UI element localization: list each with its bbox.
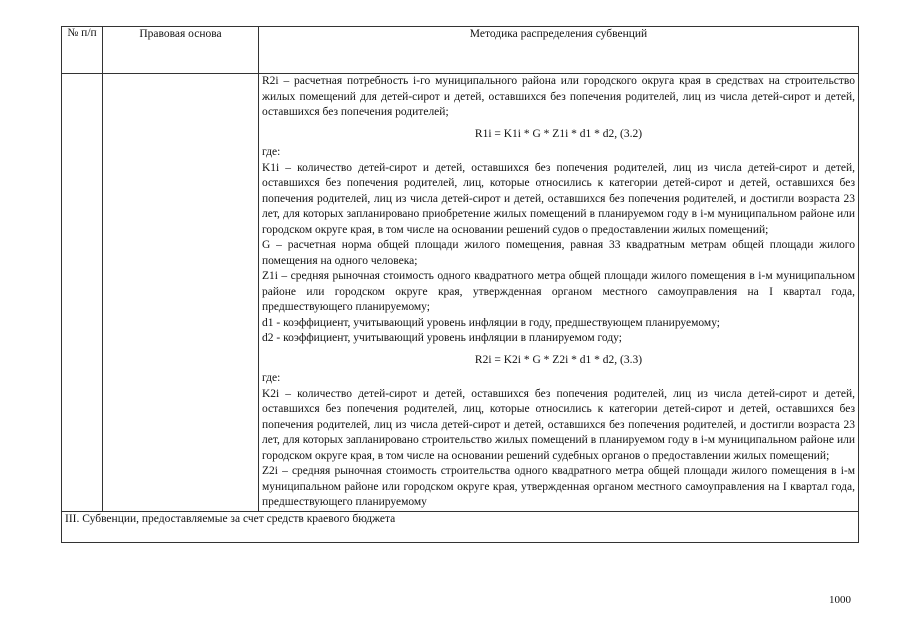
formula-3-2: R1i = K1i * G * Z1i * d1 * d2, (3.2) bbox=[474, 127, 643, 140]
row-legal-basis-cell bbox=[103, 74, 259, 512]
row-number-cell bbox=[62, 74, 103, 512]
definition-g: G – расчетная норма общей площади жилого помещения, равная 33 квадратным метрам общей площади жилого помещения на одного человека; bbox=[262, 239, 855, 267]
header-method: Методика распределения субвенций bbox=[259, 27, 859, 74]
table-row bbox=[62, 74, 859, 512]
definition-z1i: Z1i – средняя рыночная стоимость одного квадратного метра общей площади жилого помещения в i-м муниципальном районе или городском округе края, утвержденная органом местного самоуправления на I квартал года, предшествующего планируемому; bbox=[262, 270, 855, 313]
definition-k2i: K2i – количество детей-сирот и детей, оставшихся без попечения родителей, лиц из числа детей-сирот и детей, оставшихся без попечения родителей, лиц, которые относились к категории детей-сирот и детей, оставшихся без попечения родителей, лиц из числа детей-сирот и детей, оставшихся без попечения родителей, и достигли возраста 23 лет, для которых запланировано строительство жилых помещений в планируемом году в i-м муниципальном районе или городском округе края, в том числе на основании решений судебных органов о предоставлении жилых помещений; bbox=[262, 387, 855, 462]
page-number: 1000 bbox=[829, 594, 851, 606]
where-label: где: bbox=[262, 146, 281, 158]
definition-r2i: R2i – расчетная потребность i-го муниципального района или городского округа края в средствах на строительство жилых помещений для детей-сирот и детей, оставшихся без попечения родителей, лиц из числа детей-сирот и детей, оставшихся без попечения родителей; bbox=[262, 75, 855, 118]
row-method-cell bbox=[259, 74, 859, 512]
header-number: № п/п bbox=[62, 27, 103, 74]
formula-3-3: R2i = K2i * G * Z2i * d1 * d2, (3.3) bbox=[474, 353, 643, 366]
where-label: где: bbox=[262, 372, 281, 384]
section-row bbox=[62, 511, 859, 542]
definition-d2: d2 - коэффициент, учитывающий уровень инфляции в планируемом году; bbox=[262, 332, 622, 344]
definition-d1: d1 - коэффициент, учитывающий уровень инфляции в году, предшествующем планируемому; bbox=[262, 316, 721, 329]
definition-z2i: Z2i – средняя рыночная стоимость строительства одного квадратного метра общей площади жилого помещения в i-м муниципальном районе или городском округе края, утвержденная органом местного самоуправления на I квартал года, предшествующего планируемому bbox=[262, 465, 855, 508]
section-title: III. Субвенции, предоставляемые за счет средств краевого бюджета bbox=[62, 511, 859, 542]
table-header-row bbox=[62, 27, 859, 74]
definition-k1i: K1i – количество детей-сирот и детей, оставшихся без попечения родителей, лиц из числа детей-сирот и детей, оставшихся без попечения родителей, лиц, которые относились к категории детей-сирот и детей, оставшихся без попечения родителей, лиц из числа детей-сирот и детей, оставшихся без попечения родителей, и достигли возраста 23 лет, для которых запланировано приобретение жилых помещений в планируемом году в i-м муниципальном районе или городском округе края, в том числе на основании решений судов о предоставлении жилых помещений; bbox=[262, 161, 855, 236]
distribution-table bbox=[61, 26, 859, 543]
header-legal-basis: Правовая основа bbox=[103, 27, 259, 74]
